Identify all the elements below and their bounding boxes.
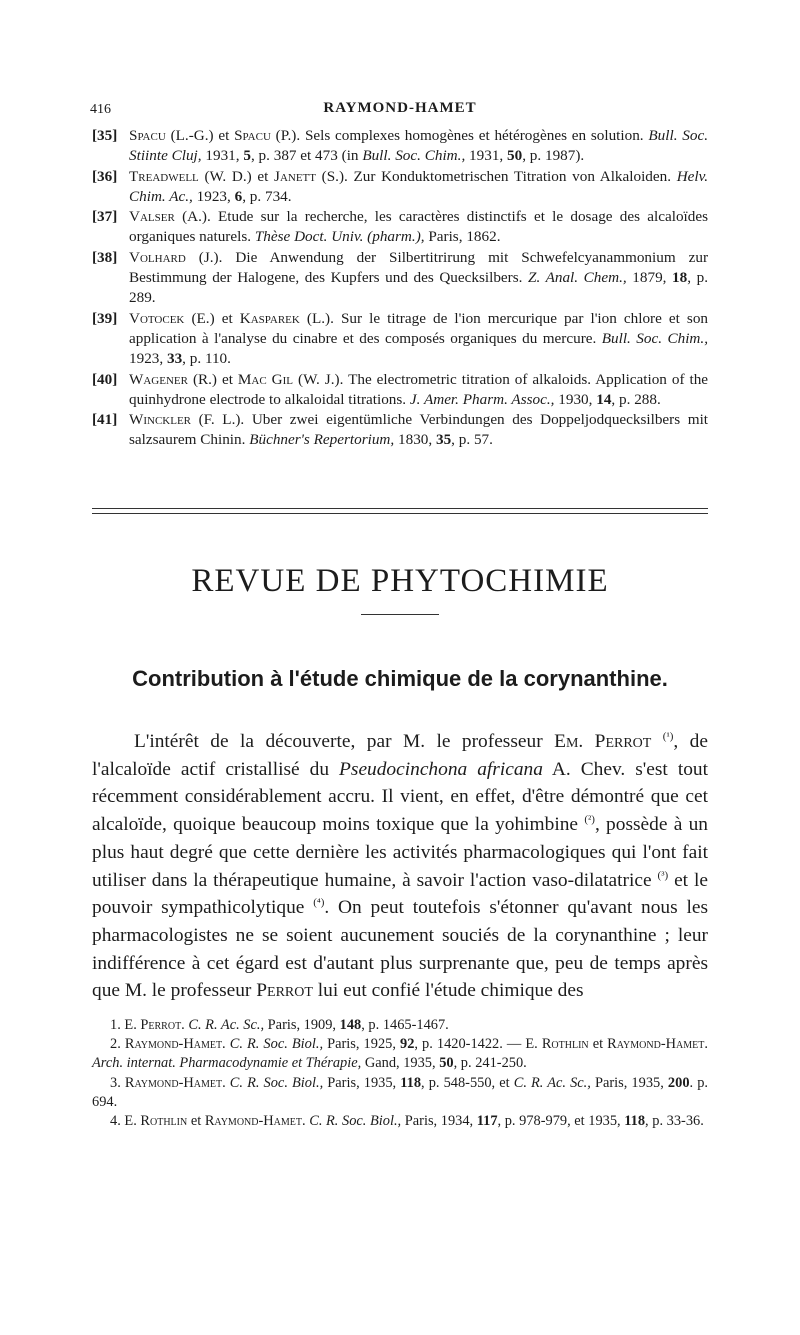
footnote-ref: (³) bbox=[657, 869, 669, 882]
reference-number: [37] bbox=[92, 208, 118, 226]
section-title: REVUE DE PHYTOCHIMIE bbox=[191, 563, 609, 599]
bibliography bbox=[92, 126, 708, 451]
running-head bbox=[90, 98, 710, 122]
reference-37: [37] Valser (A.). Etude sur la recherche, les caractères distinctifs et le dosage des alcaloïdes organiques naturels. Thèse Doct. Univ. (pharm.), Paris, 1862. bbox=[92, 208, 709, 246]
footnote-4: 4. E. Rothlin et Raymond-Hamet. C. R. Soc. Biol., Paris, 1934, 117, p. 978-979, et 1935, 118, p. 33-36. bbox=[110, 1113, 704, 1130]
running-head-author: RAYMOND-HAMET bbox=[323, 100, 477, 116]
reference-39: [39] Votocek (E.) et Kasparek (L.). Sur le titrage de l'ion mercurique par l'ion chlore et son application à l'analyse du cinabre et des composés organiques du mercure. Bull. Soc. Chim., 1923, 33, p. 110. bbox=[92, 309, 709, 368]
footnotes bbox=[92, 1016, 708, 1131]
article-title: Contribution à l'étude chimique de la corynanthine. bbox=[132, 666, 668, 691]
footnote-ref: (⁴) bbox=[313, 896, 325, 909]
reference-number: [39] bbox=[92, 309, 118, 327]
footnote-2: 2. Raymond-Hamet. C. R. Soc. Biol., Paris, 1925, 92, p. 1420-1422. — E. Rothlin et Raymond-Hamet. Arch. internat. Pharmacodynamie et Thérapie, Gand, 1935, 50, p. 241-250. bbox=[92, 1036, 708, 1072]
reference-number: [38] bbox=[92, 248, 118, 266]
section-divider bbox=[92, 508, 708, 514]
footnote-ref: (¹) bbox=[662, 730, 674, 743]
page-number: 416 bbox=[90, 102, 111, 117]
footnote-1: 1. E. Perrot. C. R. Ac. Sc., Paris, 1909, 148, p. 1465-1467. bbox=[110, 1017, 449, 1033]
footnote-3: 3. Raymond-Hamet. C. R. Soc. Biol., Paris, 1935, 118, p. 548-550, et C. R. Ac. Sc., Paris, 1935, 200. p. 694. bbox=[92, 1074, 708, 1110]
reference-40: [40] Wagener (R.) et Mac Gil (W. J.). The electrometric titration of alkaloids. Application of the quinhydrone electrode to alkaloidal titrations. J. Amer. Pharm. Assoc., 1930, 14, p. 288. bbox=[92, 370, 709, 408]
reference-number: [36] bbox=[92, 167, 118, 185]
footnote-ref: (²) bbox=[584, 813, 595, 826]
reference-number: [40] bbox=[92, 370, 118, 388]
reference-41: [41] Winckler (F. L.). Uber zwei eigentümliche Verbindungen des Doppeljodquecksilbers mit salzsaurem Chinin. Büchner's Repertorium, 1830, 35, p. 57. bbox=[92, 411, 709, 449]
body-paragraph: L'intérêt de la découverte, par M. le professeur Em. Perrot $^{(^1)}$, de l'alcaloïde actif cristallisé du Pseudocinchona africana A. Chev. s'est tout récemment considérablement accru. Il vient, en effet, d'être démontré que cet alcaloïde, quoique beaucoup moins toxique que la yohimbine $^{(^2)}$, possède à un plus haut degré que cette dernière les activités pharmacologiques qui l'ont fait utiliser dans la thérapeutique humaine, à savoir l'action vaso-dilatatrice $^{(^3)}$ et le pouvoir sympathicolytique $^{(^4)}$. On peut toutefois s'étonner qu'avant nous les pharmacologistes ne se soient aucunement souciés de la corynanthine ; leur indifférence à cet égard est d'autant plus surprenante que, peu de temps après que M. le professeur Perrot lui eut confié l'étude chimique des bbox=[92, 730, 709, 1002]
reference-38: [38] Volhard (J.). Die Anwendung der Silbertitrirung mit Schwefelcyanammonium zur Bestimmung der Halogene, des Kupfers und des Quecksilbers. Z. Anal. Chem., 1879, 18, p. 289. bbox=[92, 248, 709, 307]
reference-number: [35] bbox=[92, 127, 118, 144]
reference-36: [36] Treadwell (W. D.) et Janett (S.). Zur Konduktometrischen Titration von Alkaloiden. Helv. Chim. Ac., 1923, 6, p. 734. bbox=[92, 167, 709, 205]
reference-number: [41] bbox=[92, 411, 118, 429]
reference-35: [35] Spacu (L.-G.) et Spacu (P.). Sels complexes homogènes et hétérogènes en solution. Bull. Soc. Stiinte Cluj, 1931, 5, p. 387 et 473 (in Bull. Soc. Chim., 1931, 50, p. 1987). bbox=[92, 127, 709, 165]
title-underline bbox=[361, 614, 439, 615]
